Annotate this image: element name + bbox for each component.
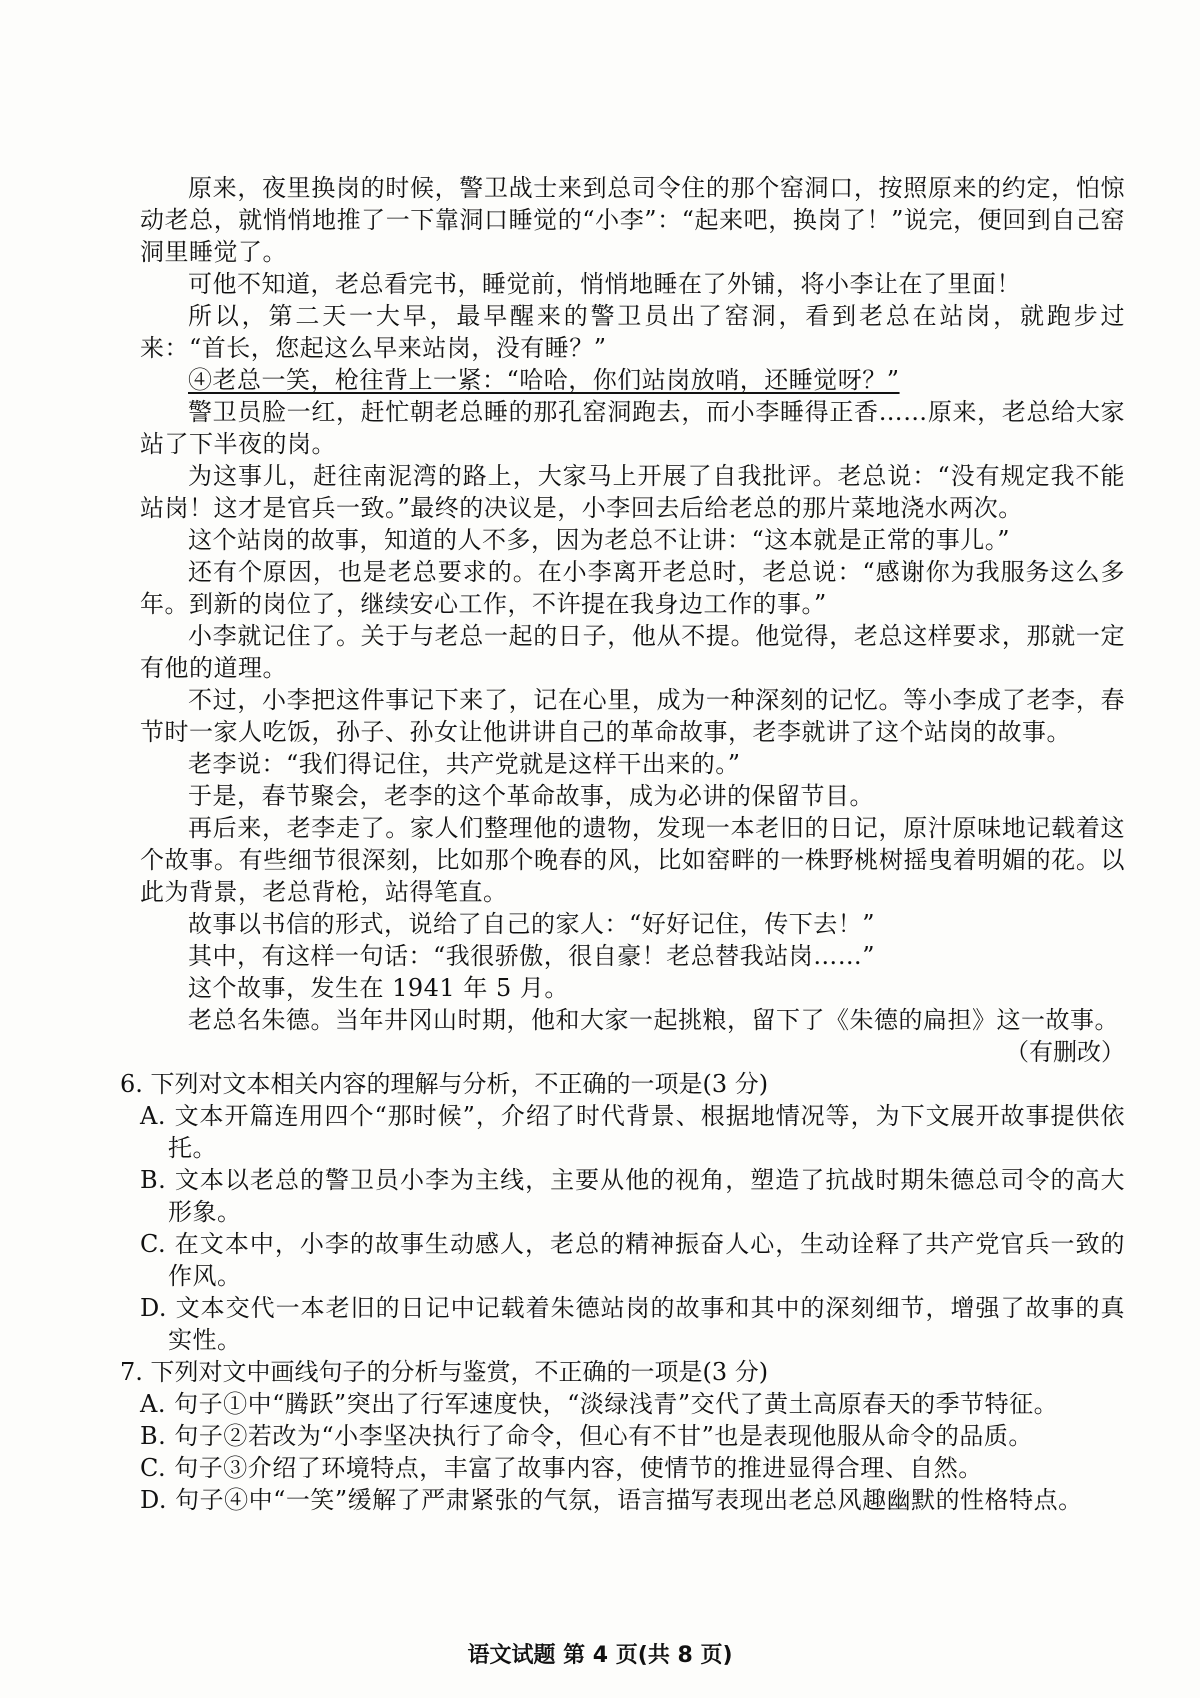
option-c: C. 句子③介绍了环境特点，丰富了故事内容，使情节的推进显得合理、自然。 [140,1454,983,1482]
option-a: A. 文本开篇连用四个“那时候”，介绍了时代背景、根据地情况等，为下文展开故事提供依托。 [140,1102,1125,1162]
passage-paragraph: 这个故事，发生在 1941 年 5 月。 [188,974,569,1002]
passage-paragraph: 还有个原因，也是老总要求的。在小李离开老总时，老总说：“感谢你为我服务这么多年。到新的岗位了，继续安心工作，不许提在我身边工作的事。” [140,558,1125,618]
passage-paragraph: 小李就记住了。关于与老总一起的日子，他从不提。他觉得，老总这样要求，那就一定有他的道理。 [140,622,1125,682]
passage-paragraph: 警卫员脸一红，赶忙朝老总睡的那孔窑洞跑去，而小李睡得正香……原来，老总给大家站了下半夜的岗。 [140,398,1125,458]
question-7 [120,1356,1125,1516]
option-b: B. 文本以老总的警卫员小李为主线，主要从他的视角，塑造了抗战时期朱德总司令的高大形象。 [140,1166,1125,1226]
passage-paragraph: 可他不知道，老总看完书，睡觉前，悄悄地睡在了外铺，将小李让在了里面！ [188,270,1021,298]
option-a: A. 句子①中“腾跃”突出了行军速度快，“淡绿浅青”交代了黄土高原春天的季节特征。 [140,1390,1059,1418]
passage-paragraph: 不过，小李把这件事记下来了，记在心里，成为一种深刻的记忆。等小李成了老李，春节时一家人吃饭，孙子、孙女让他讲讲自己的革命故事，老李就讲了这个站岗的故事。 [140,686,1125,746]
question-stem: 6. 下列对文本相关内容的理解与分析，不正确的一项是(3 分) [120,1070,769,1098]
passage-paragraph: 老总名朱德。当年井冈山时期，他和大家一起挑粮，留下了《朱德的扁担》这一故事。 [188,1006,1119,1034]
underlined-text: ④老总一笑，枪往背上一紧：“哈哈，你们站岗放哨，还睡觉呀？” [188,366,900,394]
page-footer: 语文试题 第 4 页(共 8 页) [467,1643,733,1668]
reading-passage [140,172,1125,1068]
option-d: D. 文本交代一本老旧的日记中记载着朱德站岗的故事和其中的深刻细节，增强了故事的真实性。 [140,1294,1125,1354]
passage-paragraph: 老李说：“我们得记住，共产党就是这样干出来的。” [188,750,741,778]
passage-paragraph: 故事以书信的形式，说给了自己的家人：“好好记住，传下去！” [188,910,876,938]
underlined-sentence-4 [140,364,1125,396]
passage-paragraph: 再后来，老李走了。家人们整理他的遗物，发现一本老旧的日记，原汁原味地记载着这个故事。有些细节很深刻，比如那个晚春的风，比如窑畔的一株野桃树摇曳着明媚的花。以此为背景，老总背枪，站得笔直。 [140,814,1125,906]
passage-paragraph: 其中，有这样一句话：“我很骄傲，很自豪！老总替我站岗……” [188,942,876,970]
option-b: B. 句子②若改为“小李坚决执行了命令，但心有不甘”也是表现他服从命令的品质。 [140,1422,1033,1450]
passage-paragraph: 所以，第二天一大早，最早醒来的警卫员出了窑洞，看到老总在站岗，就跑步过来：“首长，您起这么早来站岗，没有睡？” [140,302,1125,362]
option-c: C. 在文本中，小李的故事生动感人，老总的精神振奋人心，生动诠释了共产党官兵一致的作风。 [140,1230,1125,1290]
passage-paragraph: 这个站岗的故事，知道的人不多，因为老总不让讲：“这本就是正常的事儿。” [188,526,1011,554]
question-6 [120,1068,1125,1356]
option-d: D. 句子④中“一笑”缓解了严肃紧张的气氛，语言描写表现出老总风趣幽默的性格特点。 [140,1486,1083,1514]
passage-paragraph: 原来，夜里换岗的时候，警卫战士来到总司令住的那个窑洞口，按照原来的约定，怕惊动老总，就悄悄地推了一下靠洞口睡觉的“小李”：“起来吧，换岗了！”说完，便回到自己窑洞里睡觉了。 [140,174,1125,266]
page-content [120,172,1125,1516]
question-stem: 7. 下列对文中画线句子的分析与鉴赏，不正确的一项是(3 分) [120,1358,769,1386]
passage-paragraph: 为这事儿，赶往南泥湾的路上，大家马上开展了自我批评。老总说：“没有规定我不能站岗！这才是官兵一致。”最终的决议是，小李回去后给老总的那片菜地浇水两次。 [140,462,1125,522]
source-note: （有删改） [1005,1038,1125,1066]
passage-paragraph: 于是，春节聚会，老李的这个革命故事，成为必讲的保留节目。 [188,782,874,810]
